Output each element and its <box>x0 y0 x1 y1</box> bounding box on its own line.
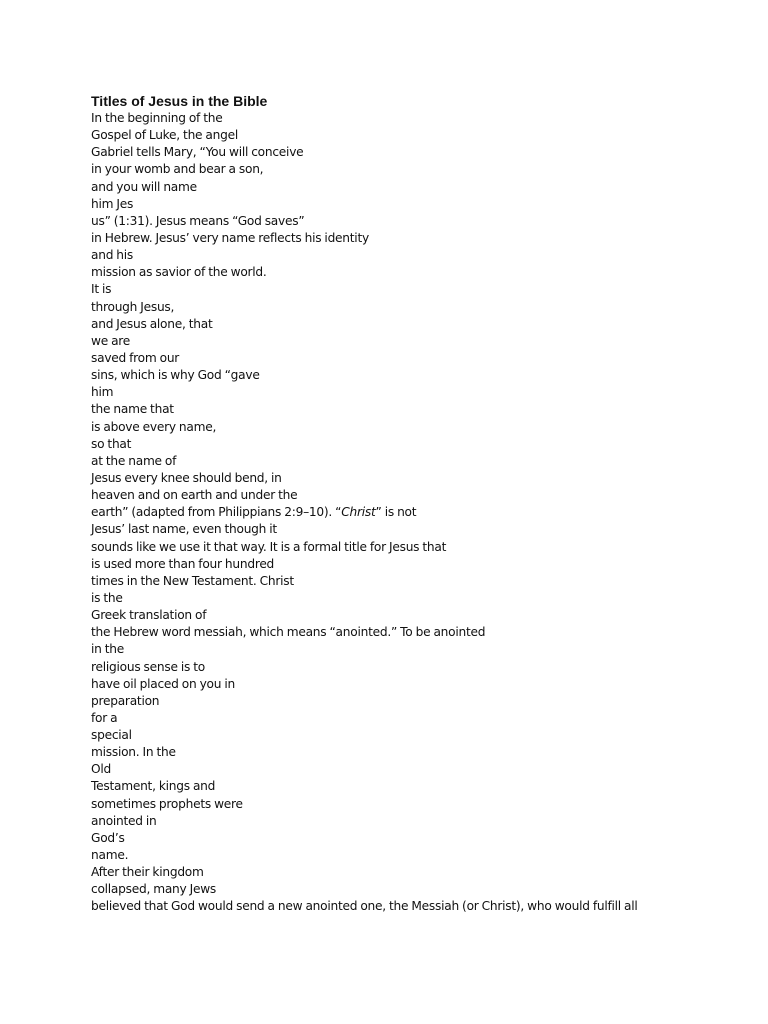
text-line: the Hebrew word messiah, which means “anointed.” To be anointed <box>91 625 486 640</box>
text-line: Jesus every knee should bend, in <box>91 470 282 485</box>
text-line: believed that God would send a new anointed one, the Messiah (or Christ), who would fulfill all <box>91 899 638 914</box>
text-line: for a <box>91 710 118 725</box>
text-line: and his <box>91 248 134 263</box>
text-line: religious sense is to <box>91 659 205 674</box>
text-line: heaven and on earth and under the <box>91 488 298 503</box>
text-line: times in the New Testament. Christ <box>91 573 294 588</box>
text-line: In the beginning of the <box>91 111 223 125</box>
text-line: Jesus’ last name, even though it <box>91 522 277 537</box>
text-line: the name that <box>91 402 174 417</box>
text-line: him <box>91 385 114 400</box>
text-line: Gospel of Luke, the angel <box>91 128 238 143</box>
text-line: name. <box>91 848 129 863</box>
text-line: him Jes <box>91 196 134 211</box>
text-line: preparation <box>91 693 160 708</box>
text-line: God’s <box>91 830 125 845</box>
text-line: sometimes prophets were <box>91 796 243 811</box>
text-line: in Hebrew. Jesus’ very name reflects his identity <box>91 230 369 245</box>
text-line: saved from our <box>91 350 180 365</box>
text-line: in your womb and bear a son, <box>91 162 264 177</box>
text-line: mission. In the <box>91 745 176 760</box>
text-line: and you will name <box>91 179 197 194</box>
text-line: sounds like we use it that way. It is a formal title for Jesus that <box>91 539 447 554</box>
text-line: in the <box>91 642 124 657</box>
text-line: collapsed, many Jews <box>91 882 217 897</box>
text-line: is used more than four hundred <box>91 556 275 571</box>
text-line: is above every name, <box>91 419 217 434</box>
text-line: It is <box>91 282 112 297</box>
document-body <box>91 110 731 916</box>
text-line <box>91 504 731 521</box>
text-line: us” (1:31). Jesus means “God saves” <box>91 213 305 228</box>
text-line: sins, which is why God “gave <box>91 368 260 383</box>
document-page <box>91 93 731 916</box>
text-line: After their kingdom <box>91 865 204 880</box>
text-line: special <box>91 728 132 743</box>
text-line: anointed in <box>91 813 157 828</box>
text-line: at the name of <box>91 453 177 468</box>
document-title: Titles of Jesus in the Bible <box>91 93 268 109</box>
text-segment: ” is not <box>375 505 417 520</box>
text-line: so that <box>91 436 132 451</box>
text-line: have oil placed on you in <box>91 676 235 691</box>
text-line: Gabriel tells Mary, “You will conceive <box>91 145 304 160</box>
text-segment: earth” (adapted from Philippians 2:9–10). “ <box>91 505 342 520</box>
italic-term: Christ <box>341 505 376 520</box>
text-line: is the <box>91 590 123 605</box>
text-line: Greek translation of <box>91 608 207 623</box>
text-line: and Jesus alone, that <box>91 316 213 331</box>
text-line: Testament, kings and <box>91 779 216 794</box>
text-line: mission as savior of the world. <box>91 265 267 280</box>
text-line: Old <box>91 762 111 777</box>
text-line: through Jesus, <box>91 299 175 314</box>
text-line: we are <box>91 333 131 348</box>
